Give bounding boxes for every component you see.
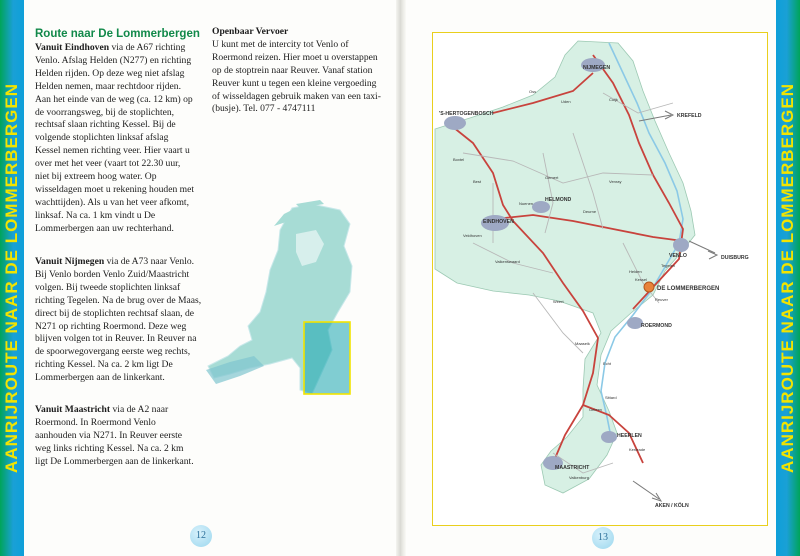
label-town-sittard: Sittard [605, 395, 617, 400]
band-title-right: AANRIJROUTE NAAR DE LOMMERBERGEN [778, 83, 797, 473]
public-transport-text: U kunt met de intercity tot Venlo of Roermond reizen. Hier moet u overstappen op de stoptrein naar Reuver. Vanaf station Reuver kunt u tegen een kleine vergoeding of wisseldagen gebruik maken van een taxi-(busje). Tel. 077 - 4747111 [212, 38, 381, 115]
route-eindhoven [35, 42, 195, 236]
label-krefeld: KREFELD [677, 113, 702, 119]
route-nijmegen-lead: Vanuit Nijmegen [35, 256, 105, 267]
label-shertogenbosch: 'S-HERTOGENBOSCH [439, 111, 494, 117]
label-duisburg: DUISBURG [721, 255, 749, 261]
label-town-valkenburg: Valkenburg [569, 475, 589, 480]
label-town-oss: Oss [529, 89, 537, 94]
label-town-best: Best [473, 179, 482, 184]
label-town-veldhoven: Veldhoven [463, 233, 482, 238]
label-roermond: ROERMOND [641, 323, 672, 329]
label-town-gemert: Gemert [545, 175, 559, 180]
route-eindhoven-lead: Vanuit Eindhoven [35, 42, 110, 53]
city-area-venlo [673, 238, 689, 252]
page-heading: Route naar De Lommerbergen [35, 28, 200, 40]
label-town-valkenswaard: Valkenswaard [495, 259, 520, 264]
label-heerlen: HEERLEN [617, 433, 642, 439]
label-aachen: AKEN / KÖLN [655, 503, 689, 509]
label-town-kerkrade: Kerkrade [629, 447, 646, 452]
route-nijmegen-text: via de A73 naar Venlo. Bij Venlo borden Venlo Zuid/Maastricht volgen. Bij tweede stoplichten linksaf richting Tegelen. Na de brug over de Maas, direct bij de stoplichten rechtsaf slaan, de N271 op richting Roermond. Deze weg blijven volgen tot in Reuver. In Reuver na de spoorwegovergang eerste weg rechts, richting Kessel. Na ca. 2 km ligt De Lommerbergen aan de linkerkant. [35, 256, 202, 384]
label-lommerbergen: DE LOMMERBERGEN [657, 286, 720, 292]
label-town-geleen: Geleen [589, 407, 602, 412]
label-town-cuijk: Cuijk [609, 97, 618, 102]
label-town-tegelen: Tegelen [661, 263, 676, 268]
label-town-boxtel: Boxtel [453, 157, 465, 162]
region-area [435, 41, 695, 493]
route-eindhoven-text: via de A67 richting Venlo. Afslag Helden (N277) en richting Helden rijden. Op deze weg niet afslag Helden nemen, maar rechtdoor rijden. Aan het einde van de weg (ca. 12 km) op de voorrangsweg, bij de stoplichten, rechtsaf slaan richting Kessel. Bij de volgende stoplichten linksaf afslag Kessel nemen richting veer. Hier vaart u over met het veer (vaart tot 22.30 uur, niet bij extreem hoog water. Op wisseldagen moet u rekening houden met wachttijden). Als u van het veer afkomt, linksaf. Na ca. 1 km vindt u De Lommerbergen aan uw rechterhand. [35, 42, 195, 234]
route-maastricht [35, 404, 197, 469]
label-town-kessel: Kessel [635, 277, 648, 282]
route-nijmegen [35, 256, 203, 385]
band-title-left: AANRIJROUTE NAAR DE LOMMERBERGEN [2, 83, 21, 473]
page-number-right: 13 [592, 527, 614, 549]
label-town-maaseik: Maaseik [575, 341, 590, 346]
label-town-echt: Echt [603, 361, 612, 366]
arrow-duisburg [689, 241, 715, 253]
route-maastricht-lead: Vanuit Maastricht [35, 404, 111, 415]
label-town-deurne: Deurne [583, 209, 597, 214]
public-transport [212, 26, 384, 116]
page-number-left: 12 [190, 525, 212, 547]
label-town-weert: Weert [553, 299, 564, 304]
label-nijmegen: NIJMEGEN [583, 65, 611, 71]
arrow-aachen [633, 481, 659, 499]
label-town-nuenen: Nuenen [519, 201, 534, 206]
city-area-heerlen [601, 431, 617, 443]
city-area-shertogenbosch [444, 116, 466, 130]
netherlands-map [200, 200, 370, 400]
route-map-drawing [433, 33, 766, 524]
label-maastricht: MAASTRICHT [555, 465, 590, 471]
label-town-reuver: Reuver [655, 297, 668, 302]
label-eindhoven: EINDHOVEN [483, 219, 514, 225]
right-side-band [776, 0, 800, 556]
label-town-helden: Helden [629, 269, 642, 274]
region-highlight [304, 322, 350, 394]
label-town-uden: Uden [561, 99, 571, 104]
label-venlo: VENLO [669, 253, 687, 259]
label-helmond: HELMOND [545, 197, 572, 203]
lommerbergen-marker [644, 282, 654, 292]
route-map [432, 32, 768, 526]
book-gutter [396, 0, 406, 556]
public-transport-title: Openbaar Vervoer [212, 26, 289, 37]
route-maastricht-text: via de A2 naar Roermond. In Roermond Venlo aanhouden via N271. In Reuver eerste weg links richting Kessel. Na ca. 2 km ligt De Lommerbergen aan de linkerkant. [35, 404, 194, 467]
left-side-band [0, 0, 24, 556]
label-town-venray: Venray [609, 179, 622, 184]
